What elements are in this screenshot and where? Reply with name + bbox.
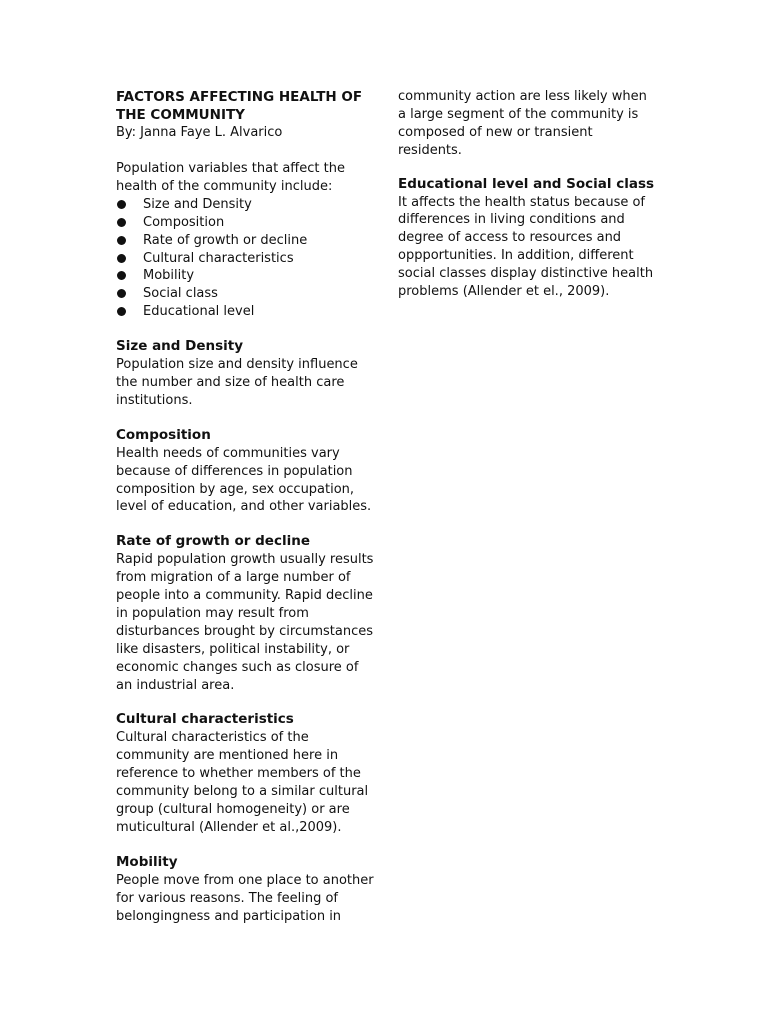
bullet-dot-icon [117, 307, 126, 316]
list-item-text: Mobility [143, 268, 195, 284]
list-item-text: Social class [143, 286, 218, 302]
list-item-text: Size and Density [143, 196, 252, 212]
bullet-dot-icon [117, 271, 126, 280]
list-item [116, 250, 378, 268]
section-heading-education-social: Educational level and Social class [398, 175, 655, 192]
list-item [116, 303, 378, 321]
list-item-text: Cultural characteristics [143, 250, 294, 266]
bullet-dot-icon [117, 236, 126, 245]
section-body-mobility: People move from one place to another for various reasons. The feeling of belongingness and participation in [116, 872, 374, 924]
section-body-cultural: Cultural characteristics of the community are mentioned here in reference to whether members of the community belong to a similar cultural group (cultural homogeneity) or are muticultural (Allender et al.,2009). [116, 730, 369, 835]
section-heading-mobility: Mobility [116, 853, 178, 870]
list-item-text: Rate of growth or decline [143, 232, 308, 248]
section-body-growth: Rapid population growth usually results from migration of a large number of people into a community. Rapid decline in population may result from disturbances brought by circumstances like disasters, political instability, or economic changes such as closure of an industrial area. [116, 552, 374, 693]
left-column [116, 87, 378, 925]
author-line: By: Janna Faye L. Alvarico [116, 125, 283, 140]
section-body-size-density: Population size and density influence the number and size of health care institutions. [116, 357, 358, 408]
section-body-education-social: It affects the health status because of differences in living conditions and degree of access to resources and oppportunities. In addition, different social classes display distinctive health problems (Allender et el., 2009). [398, 194, 654, 300]
bullet-dot-icon [117, 218, 126, 227]
bullet-dot-icon [117, 289, 126, 298]
list-item [116, 267, 378, 285]
document-title: FACTORS AFFECTING HEALTH OF THE COMMUNITY [116, 89, 363, 123]
right-column [398, 87, 656, 301]
list-item [116, 285, 378, 303]
list-item [116, 214, 378, 232]
section-heading-size-density: Size and Density [116, 338, 244, 355]
section-heading-growth: Rate of growth or decline [116, 533, 310, 550]
list-item [116, 196, 378, 214]
section-heading-composition: Composition [116, 426, 211, 443]
list-item-text: Composition [143, 214, 225, 230]
bullet-dot-icon [117, 200, 126, 209]
bullet-dot-icon [117, 254, 126, 263]
intro-paragraph: Population variables that affect the health of the community include: [116, 161, 345, 194]
section-body-composition: Health needs of communities vary because of differences in population composition by age, sex occupation, level of education, and other variables. [116, 445, 372, 515]
mobility-continued-paragraph: community action are less likely when a large segment of the community is composed of new or transient residents. [398, 89, 647, 158]
section-heading-cultural: Cultural characteristics [116, 711, 294, 728]
list-item [116, 232, 378, 250]
variables-list [116, 196, 378, 321]
list-item-text: Educational level [143, 304, 255, 320]
